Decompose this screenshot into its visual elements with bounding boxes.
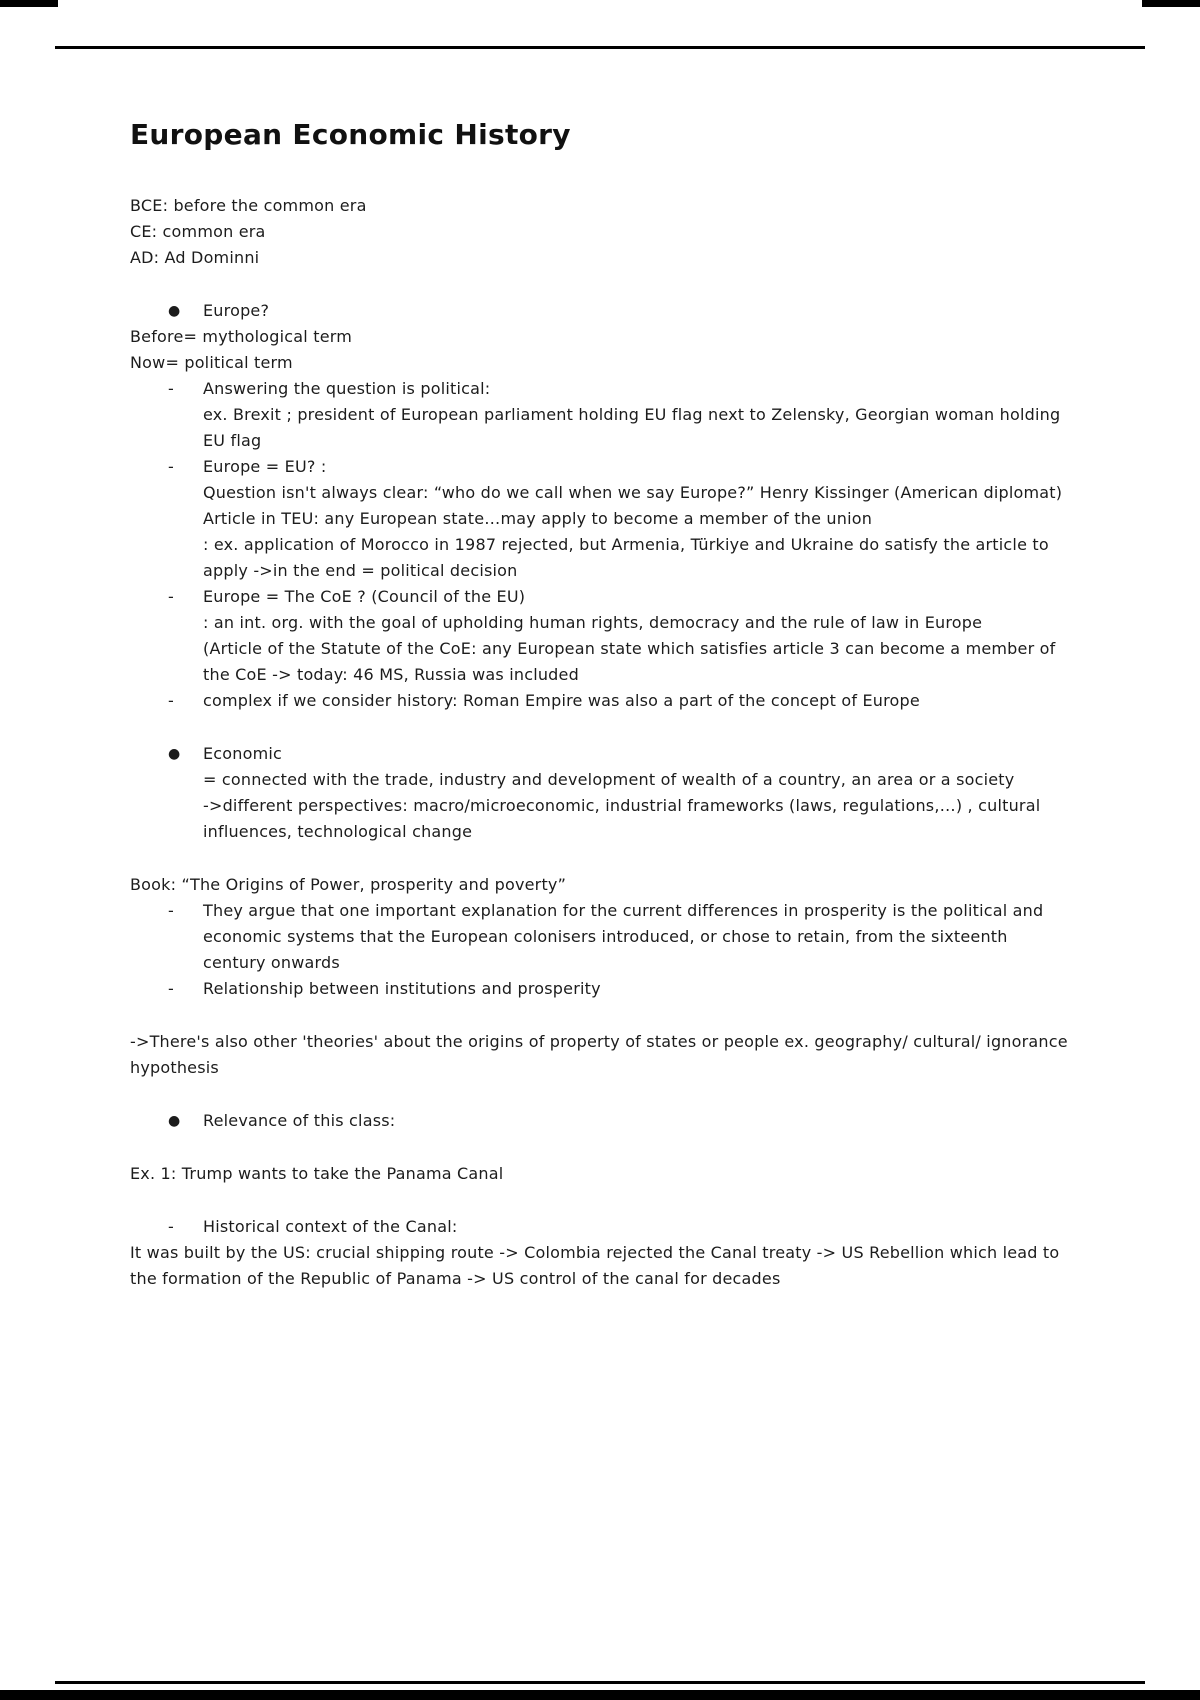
item-text — [203, 376, 1072, 454]
note-line: Europe? — [203, 301, 270, 320]
note-line: Europe = The CoE ? (Council of the EU) — [203, 587, 526, 606]
note-line: Before= mythological term — [130, 327, 353, 346]
note-line: Ex. 1: Trump wants to take the Panama Canal — [130, 1164, 504, 1183]
note-line: ->different perspectives: macro/microeconomic, industrial frameworks (laws, regulations,…) , cultural influences, technological change — [203, 796, 1041, 841]
dash-item — [130, 376, 1072, 454]
note-line: BCE: before the common era — [130, 196, 367, 215]
dash-item — [130, 584, 1072, 688]
bullet-item — [130, 1108, 1072, 1134]
note-paragraph — [130, 350, 1072, 376]
note-line: Answering the question is political: — [203, 379, 491, 398]
note-paragraph — [130, 245, 1072, 271]
bottom-rule — [55, 1681, 1145, 1684]
note-line: AD: Ad Dominni — [130, 248, 260, 267]
dash-item — [130, 898, 1072, 976]
note-line: Europe = EU? : — [203, 457, 327, 476]
dash-marker: - — [168, 379, 174, 398]
note-line: Book: “The Origins of Power, prosperity and poverty” — [130, 875, 567, 894]
notes-body — [130, 193, 1072, 1292]
top-rule — [55, 46, 1145, 49]
note-line: Question isn't always clear: “who do we call when we say Europe?” Henry Kissinger (American diplomat) — [203, 483, 1063, 502]
note-paragraph — [130, 193, 1072, 219]
notes-content — [130, 118, 1072, 1292]
note-line: Economic — [203, 744, 283, 763]
item-text — [203, 454, 1072, 584]
dash-marker: - — [168, 587, 174, 606]
note-line: CE: common era — [130, 222, 266, 241]
note-line: They argue that one important explanation for the current differences in prosperity is the political and economic systems that the European colonisers introduced, or chose to retain, from the sixteenth century onwards — [203, 901, 1044, 972]
scan-edge-bottom — [0, 1690, 1200, 1700]
item-text — [203, 298, 1072, 324]
note-line: It was built by the US: crucial shipping route -> Colombia rejected the Canal treaty -> US Rebellion which lead to the formation of the Republic of Panama -> US control of the canal for decades — [130, 1243, 1060, 1288]
dash-marker: - — [168, 691, 174, 710]
bullet-marker: ● — [168, 303, 181, 319]
note-paragraph — [130, 219, 1072, 245]
dash-marker: - — [168, 901, 174, 920]
note-line: Relationship between institutions and prosperity — [203, 979, 601, 998]
item-text — [203, 898, 1072, 976]
note-line: Historical context of the Canal: — [203, 1217, 458, 1236]
item-text — [203, 1214, 1072, 1240]
item-text — [203, 584, 1072, 688]
note-line: : an int. org. with the goal of upholding human rights, democracy and the rule of law in Europe — [203, 613, 983, 632]
dash-marker: - — [168, 979, 174, 998]
note-line: Now= political term — [130, 353, 293, 372]
item-text — [203, 741, 1072, 845]
item-text — [203, 976, 1072, 1002]
note-paragraph — [130, 1161, 1072, 1187]
scan-edge-top-left — [0, 0, 58, 7]
note-line: (Article of the Statute of the CoE: any European state which satisfies article 3 can become a member of the CoE -> today: 46 MS, Russia was included — [203, 639, 1056, 684]
note-line: ->There's also other 'theories' about the origins of property of states or people ex. geography/ cultural/ ignorance hypothesis — [130, 1032, 1068, 1077]
note-paragraph — [130, 1029, 1072, 1081]
dash-item — [130, 1214, 1072, 1240]
note-paragraph — [130, 324, 1072, 350]
note-line: Article in TEU: any European state…may apply to become a member of the union — [203, 509, 873, 528]
dash-item — [130, 976, 1072, 1002]
dash-item — [130, 688, 1072, 714]
note-line: : ex. application of Morocco in 1987 rejected, but Armenia, Türkiye and Ukraine do satisfy the article to apply ->in the end = political decision — [203, 535, 1049, 580]
bullet-marker: ● — [168, 746, 181, 762]
note-line: = connected with the trade, industry and development of wealth of a country, an area or a society — [203, 770, 1015, 789]
dash-item — [130, 454, 1072, 584]
bullet-item — [130, 298, 1072, 324]
note-paragraph — [130, 872, 1072, 898]
dash-marker: - — [168, 1217, 174, 1236]
item-text — [203, 688, 1072, 714]
note-line: complex if we consider history: Roman Empire was also a part of the concept of Europe — [203, 691, 920, 710]
note-paragraph — [130, 1240, 1072, 1292]
bullet-marker: ● — [168, 1113, 181, 1129]
note-line: Relevance of this class: — [203, 1111, 396, 1130]
bullet-item — [130, 741, 1072, 845]
page-title: European Economic History — [130, 118, 571, 151]
item-text — [203, 1108, 1072, 1134]
note-line: ex. Brexit ; president of European parliament holding EU flag next to Zelensky, Georgian woman holding EU flag — [203, 405, 1061, 450]
scan-edge-top-right — [1142, 0, 1200, 7]
dash-marker: - — [168, 457, 174, 476]
